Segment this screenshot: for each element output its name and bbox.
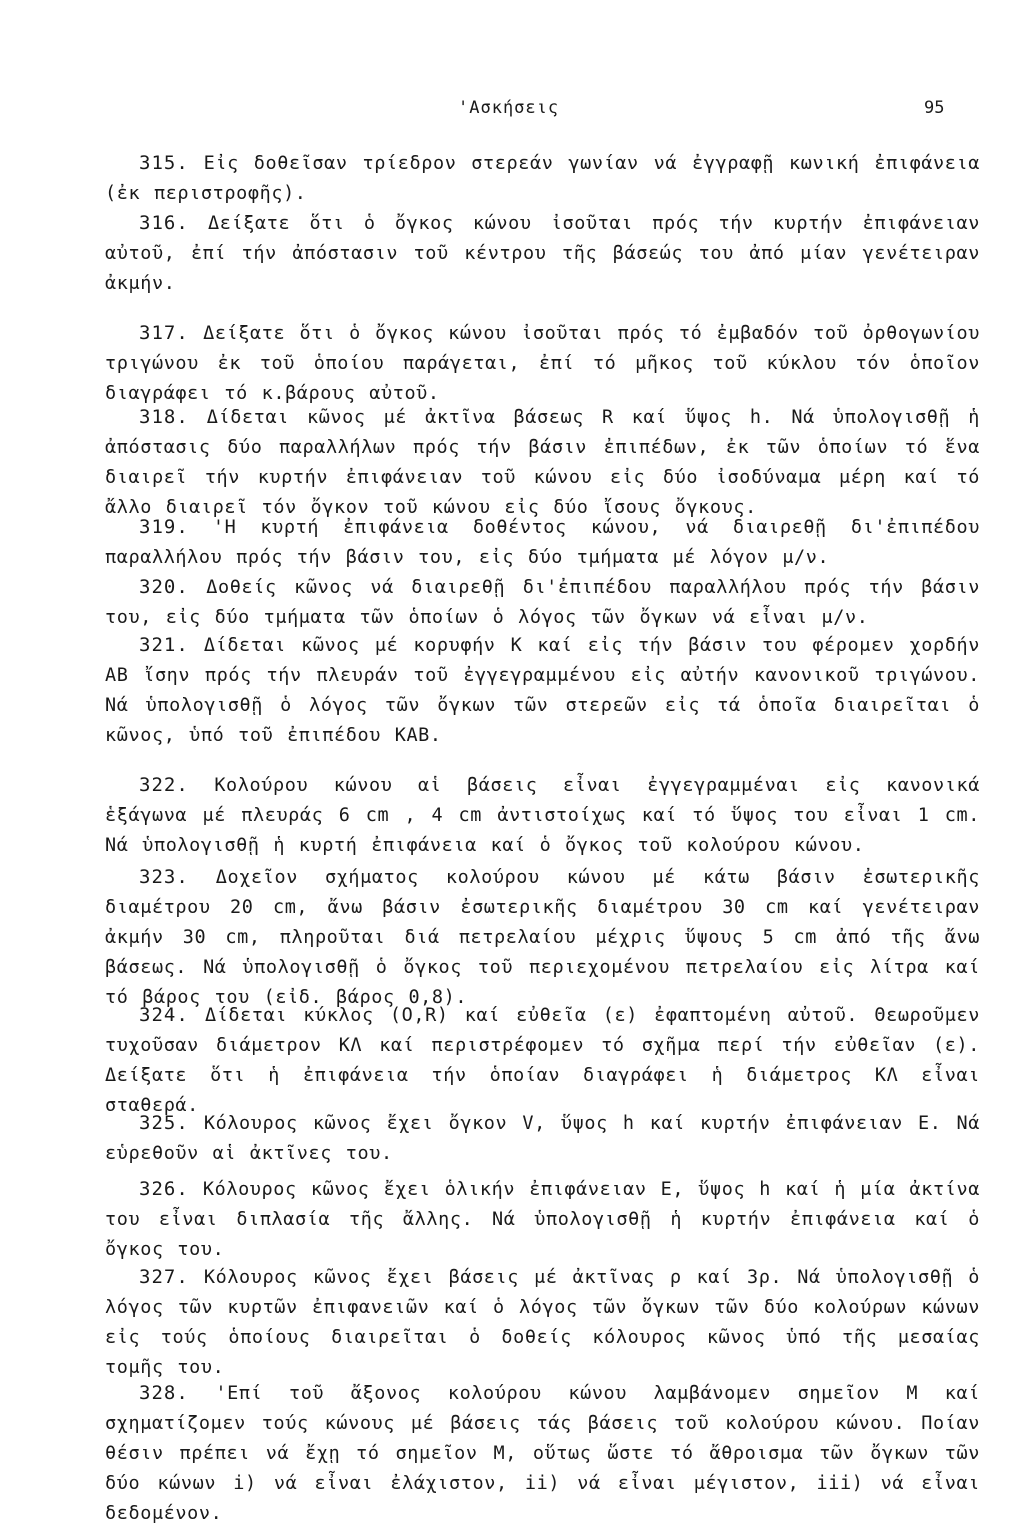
exercise-number: 315. xyxy=(139,152,189,174)
exercise-text: Δίδεται κῶνος μέ ἀκτῖνα βάσεως R καί ὕψος h. Νά ὑπολογισθῇ ἡ ἀπόστασις δύο παραλλήλων πρός τήν βάσιν ἐπιπέδων, ἐκ τῶν ὁποίων τό ἕνα διαιρεῖ τήν κυρτήν ἐπιφάνειαν τοῦ κώνου εἰς δύο ἰσοδύναμα μέρη καί τό ἄλλο διαιρεῖ τόν ὄγκον τοῦ κώνου εἰς δύο ἴσους ὄγκους. xyxy=(105,407,980,518)
page-number: 95 xyxy=(924,98,945,118)
exercise-number: 324. xyxy=(139,1004,189,1026)
exercise-315 xyxy=(105,148,980,209)
exercise-text: Κολούρου κώνου αἱ βάσεις εἶναι ἐγγεγραμμέναι εἰς κανονικά ἑξάγωνα μέ πλευράς 6 cm , 4 cm ἀντιστοίχως καί τό ὕψος του εἶναι 1 cm. Νά ὑπολογισθῇ ἡ κυρτή ἐπιφάνεια καί ὁ ὄγκος τοῦ κολούρου κώνου. xyxy=(105,775,980,856)
exercise-text: Δοθείς κῶνος νά διαιρεθῇ δι'ἐπιπέδου παραλλήλου πρός τήν βάσιν του, εἰς δύο τμήματα τῶν ὁποίων ὁ λόγος τῶν ὄγκων νά εἶναι μ/ν. xyxy=(105,577,980,628)
exercise-text: 'Η κυρτή ἐπιφάνεια δοθέντος κώνου, νά διαιρεθῇ δι'ἐπιπέδου παραλλήλου πρός τήν βάσιν του, εἰς δύο τμήματα μέ λόγον μ/ν. xyxy=(105,517,980,568)
exercise-text: Δείξατε ὅτι ὁ ὄγκος κώνου ἰσοῦται πρός τό ἐμβαδόν τοῦ ὀρθογωνίου τριγώνου ἐκ τοῦ ὁποίου παράγεται, ἐπί τό μῆκος τοῦ κύκλου τόν ὁποῖον διαγράφει τό κ.βάρους αὐτοῦ. xyxy=(105,323,980,404)
exercise-text: Εἰς δοθεῖσαν τρίεδρον στερεάν γωνίαν νά ἐγγραφῇ κωνική ἐπιφάνεια (ἐκ περιστροφῆς). xyxy=(105,153,980,204)
page-header xyxy=(0,98,1030,126)
exercise-text: Κόλουρος κῶνος ἔχει βάσεις μέ ἀκτῖνας ρ καί 3ρ. Νά ὑπολογισθῇ ὁ λόγος τῶν κυρτῶν ἐπιφανειῶν καί ὁ λόγος τῶν ὄγκων τῶν δύο κολούρων κώνων εἰς τούς ὁποίους διαιρεῖται ὁ δοθείς κόλουρος κῶνος ὑπό τῆς μεσαίας τομῆς του. xyxy=(105,1267,980,1378)
running-title: 'Ασκήσεις xyxy=(458,98,560,118)
exercise-number: 320. xyxy=(139,576,189,598)
exercise-316 xyxy=(105,208,980,299)
exercise-number: 325. xyxy=(139,1112,189,1134)
exercise-326 xyxy=(105,1174,980,1265)
exercise-number: 317. xyxy=(139,322,189,344)
exercise-328 xyxy=(105,1378,980,1529)
exercise-320 xyxy=(105,572,980,633)
exercise-number: 323. xyxy=(139,866,189,888)
exercise-text: Κόλουρος κῶνος ἔχει ὁλικήν ἐπιφάνειαν Ε, ὕψος h καί ἡ μία ἀκτίνα του εἶναι διπλασία τῆς ἄλλης. Νά ὑπολογισθῇ ἡ κυρτήν ἐπιφάνεια καί ὁ ὄγκος του. xyxy=(105,1179,980,1260)
exercise-327 xyxy=(105,1262,980,1383)
exercise-text: Δίδεται κύκλος (Ο,R) καί εὐθεῖα (ε) ἐφαπτομένη αὐτοῦ. Θεωροῦμεν τυχοῦσαν διάμετρον ΚΛ καί περιστρέφομεν τό σχῆμα περί τήν εὐθεῖαν (ε). Δείξατε ὅτι ἡ ἐπιφάνεια τήν ὁποίαν διαγράφει ἡ διάμετρος ΚΛ εἶναι σταθερά. xyxy=(105,1005,980,1116)
exercise-number: 326. xyxy=(139,1178,189,1200)
exercise-317 xyxy=(105,318,980,409)
exercise-text: Δοχεῖον σχήματος κολούρου κώνου μέ κάτω βάσιν ἐσωτερικῆς διαμέτρου 20 cm, ἄνω βάσιν ἐσωτερικῆς διαμέτρου 30 cm καί γενέτειραν ἀκμήν 30 cm, πληροῦται διά πετρελαίου μέχρις ὕψους 5 cm ἀπό τῆς ἄνω βάσεως. Νά ὑπολογισθῇ ὁ ὄγκος τοῦ περιεχομένου πετρελαίου εἰς λίτρα καί τό βάρος του (εἰδ. βάρος 0,8). xyxy=(105,867,980,1008)
exercise-text: Δείξατε ὅτι ὁ ὄγκος κώνου ἰσοῦται πρός τήν κυρτήν ἐπιφάνειαν αὐτοῦ, ἐπί τήν ἀπόστασιν τοῦ κέντρου τῆς βάσεώς του ἀπό μίαν γενέτειραν ἀκμήν. xyxy=(105,213,980,294)
exercise-number: 318. xyxy=(139,406,189,428)
exercise-text: Δίδεται κῶνος μέ κορυφήν Κ καί εἰς τήν βάσιν του φέρομεν χορδήν ΑΒ ἴσην πρός τήν πλευράν τοῦ ἐγγεγραμμένου εἰς αὐτήν κανονικοῦ τριγώνου. Νά ὑπολογισθῇ ὁ λόγος τῶν ὄγκων τῶν στερεῶν εἰς τά ὁποῖα διαιρεῖται ὁ κῶνος, ὑπό τοῦ ἐπιπέδου ΚΑΒ. xyxy=(105,635,980,746)
exercise-text: Κόλουρος κῶνος ἔχει ὄγκον V, ὕψος h καί κυρτήν ἐπιφάνειαν Ε. Νά εὑρεθοῦν αἱ ἀκτῖνες του. xyxy=(105,1113,980,1164)
exercise-323 xyxy=(105,862,980,1013)
exercise-number: 327. xyxy=(139,1266,189,1288)
exercise-318 xyxy=(105,402,980,523)
exercise-number: 316. xyxy=(139,212,189,234)
exercise-number: 328. xyxy=(139,1382,189,1404)
exercise-321 xyxy=(105,630,980,751)
exercise-325 xyxy=(105,1108,980,1169)
exercise-number: 319. xyxy=(139,516,189,538)
exercise-319 xyxy=(105,512,980,573)
exercise-text: 'Επί τοῦ ἄξονος κολούρου κώνου λαμβάνομεν σημεῖον Μ καί σχηματίζομεν τούς κώνους μέ βάσεις τάς βάσεις τοῦ κολούρου κώνου. Ποίαν θέσιν πρέπει νά ἔχῃ τό σημεῖον Μ, οὕτως ὥστε τό ἄθροισμα τῶν ὄγκων τῶν δύο κώνων i) νά εἶναι ἐλάχιστον, ii) νά εἶναι μέγιστον, iii) νά εἶναι δεδομένον. xyxy=(105,1383,980,1524)
exercise-322 xyxy=(105,770,980,861)
exercise-324 xyxy=(105,1000,980,1121)
exercise-number: 321. xyxy=(139,634,189,656)
exercise-number: 322. xyxy=(139,774,189,796)
